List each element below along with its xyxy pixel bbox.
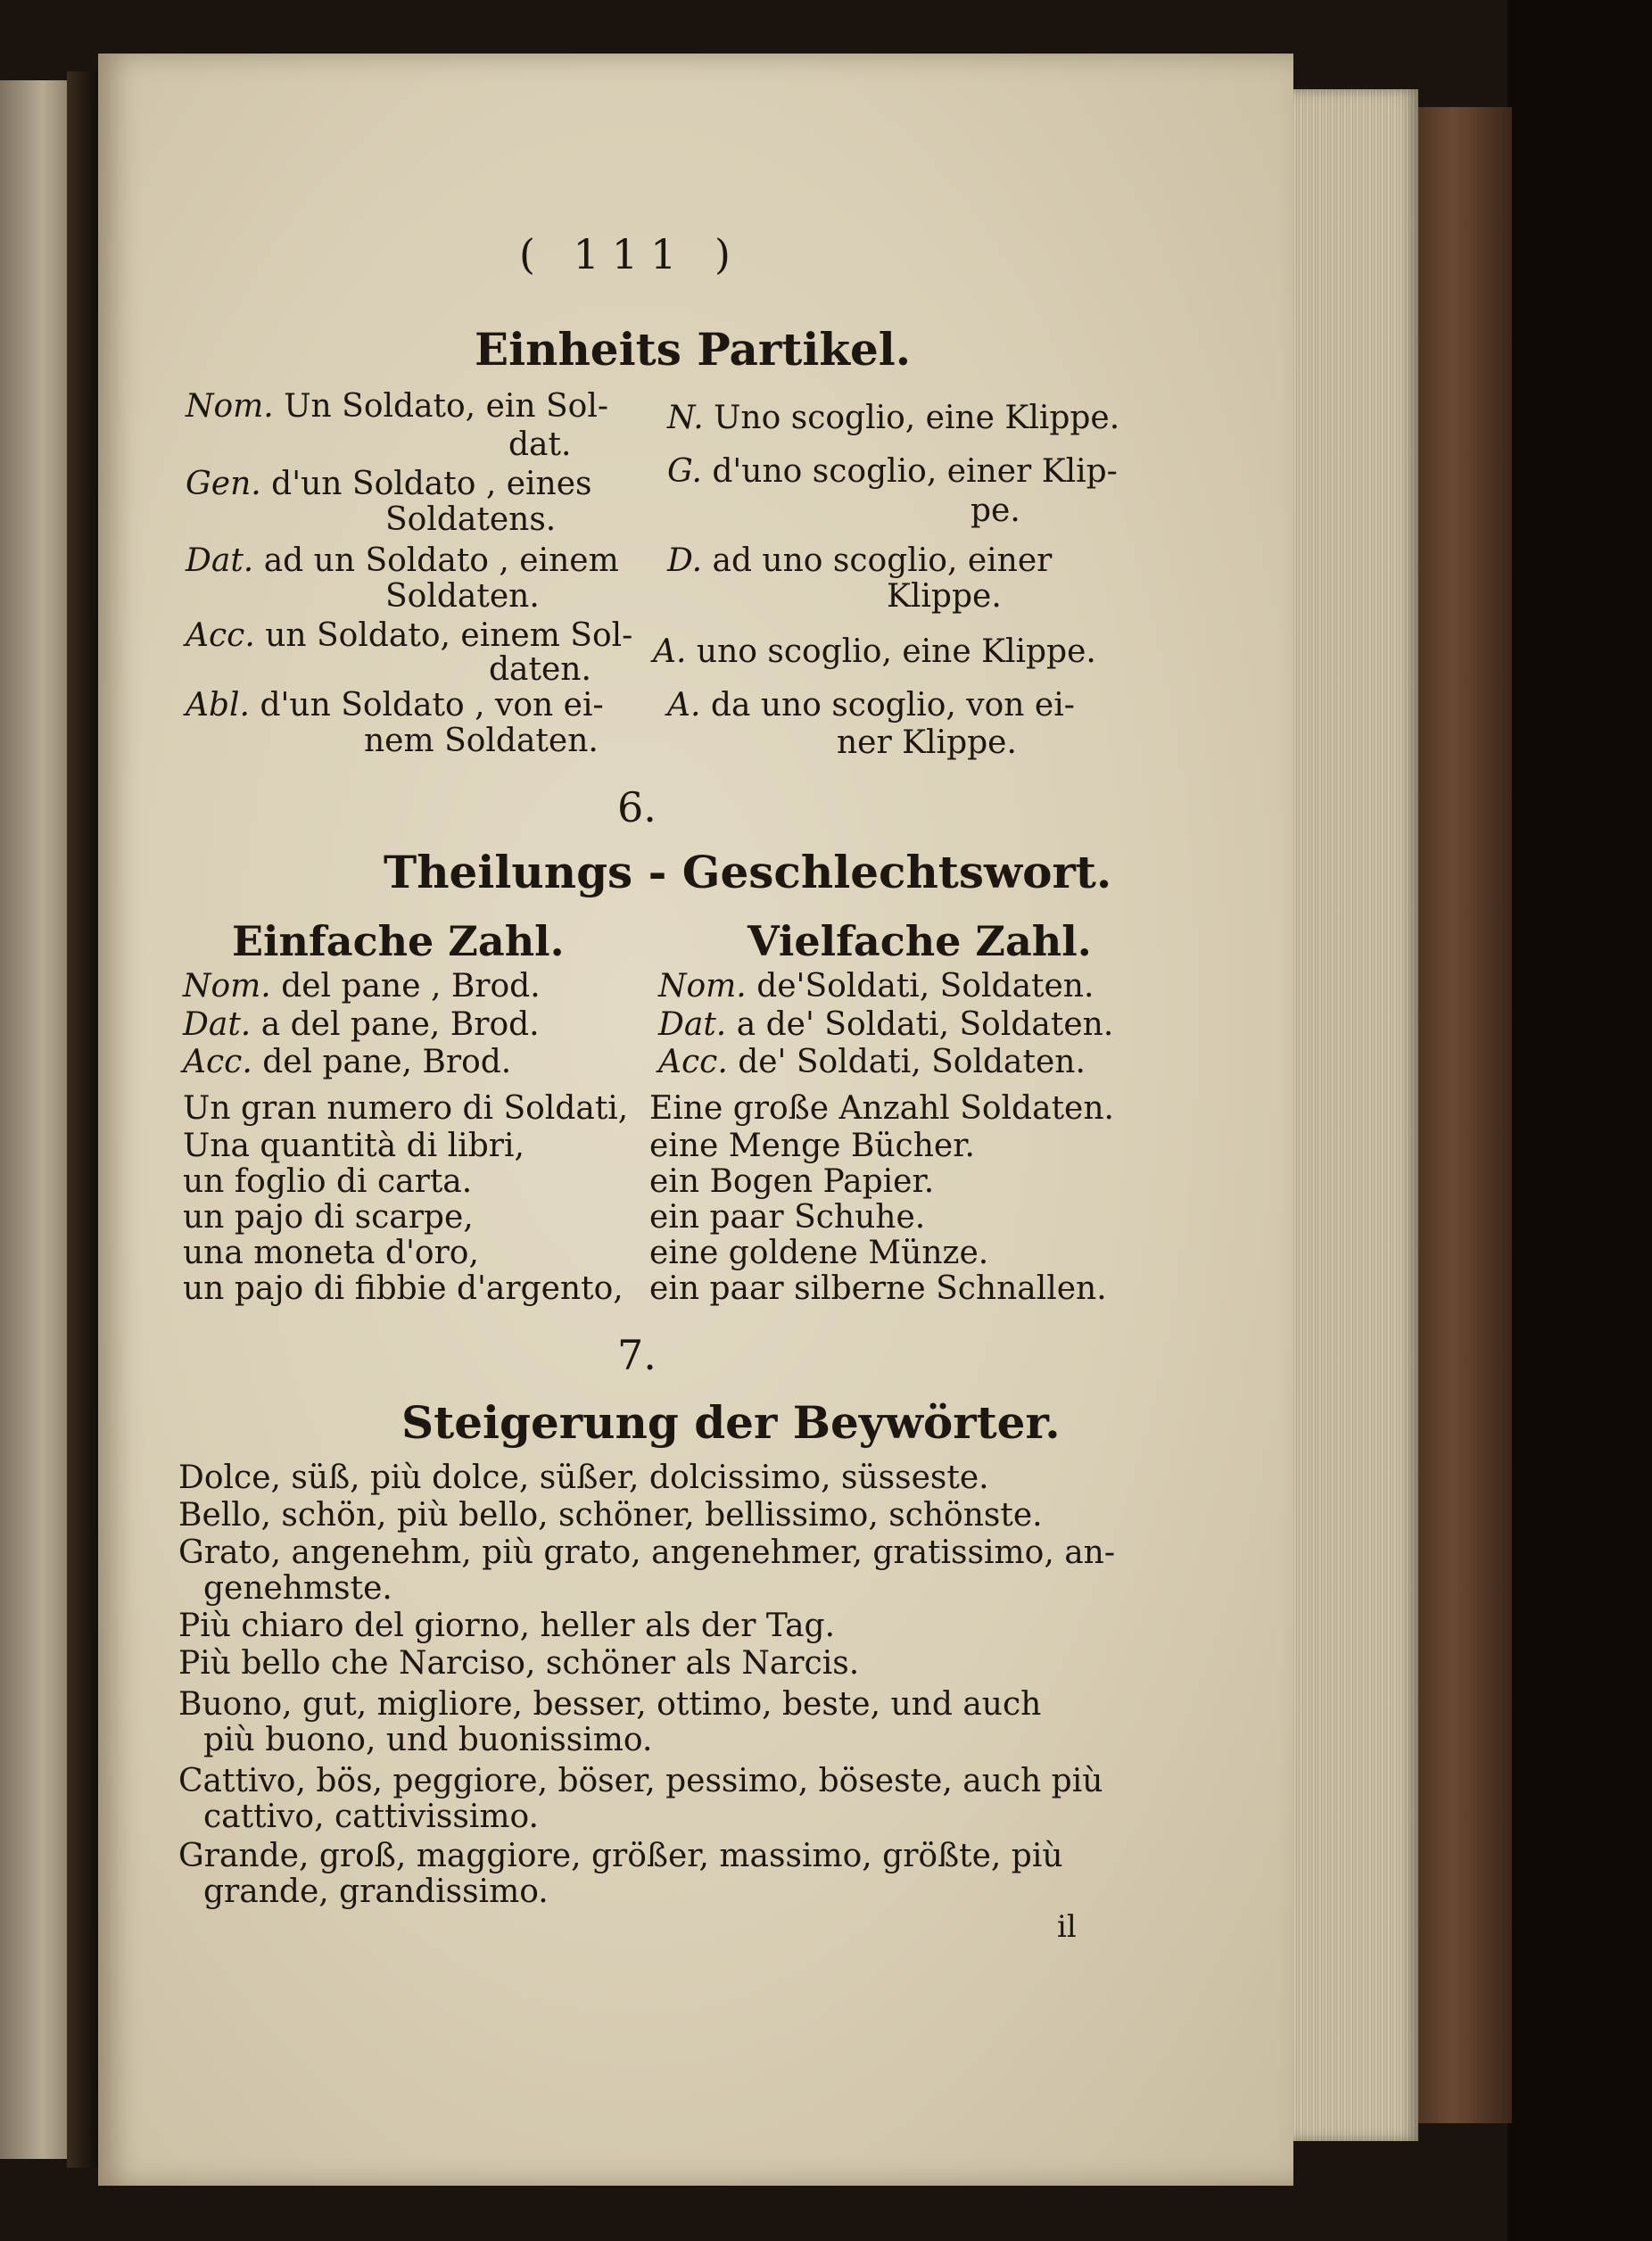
case-abbreviation: Nom. bbox=[183, 968, 271, 1005]
text-line: N. Uno scoglio, eine Klippe. bbox=[667, 400, 1120, 436]
case-abbreviation: Dat. bbox=[658, 1006, 727, 1043]
text-line: A. da uno scoglio, von ei- bbox=[667, 687, 1075, 724]
list-item: Grande, groß, maggiore, größer, massimo, größte, più bbox=[178, 1838, 1063, 1874]
text-line: Acc. un Soldato, einem Sol- bbox=[186, 617, 633, 654]
list-item: Più chiaro del giorno, heller als der Tag. bbox=[178, 1608, 836, 1644]
text-line: dat. bbox=[508, 426, 572, 463]
table-row: Dat. a del pane, Brod. bbox=[183, 1006, 540, 1043]
case-abbreviation: Nom. bbox=[658, 968, 747, 1005]
list-item: Bello, schön, più bello, schöner, bellissimo, schönste. bbox=[178, 1497, 1043, 1534]
table-row: Acc. del pane, Brod. bbox=[183, 1044, 512, 1080]
list-item: grande, grandissimo. bbox=[203, 1873, 549, 1910]
table-row: Dat. a de' Soldati, Soldaten. bbox=[658, 1006, 1114, 1043]
text-line: nem Soldaten. bbox=[364, 723, 599, 759]
subheading-singular: Einfache Zahl. bbox=[232, 917, 565, 965]
table-row: Acc. de' Soldati, Soldaten. bbox=[658, 1044, 1086, 1080]
book-cover-edge bbox=[1414, 107, 1512, 2123]
list-item: un pajo di fibbie d'argento, bbox=[183, 1270, 624, 1307]
page-number: ( 111 ) bbox=[519, 230, 743, 278]
list-item: Più bello che Narciso, schöner als Narcis. bbox=[178, 1645, 860, 1682]
text-line: pe. bbox=[971, 492, 1020, 529]
text-line: D. ad uno scoglio, einer bbox=[667, 542, 1053, 579]
case-abbreviation: G. bbox=[667, 453, 702, 490]
list-item: ein paar silberne Schnallen. bbox=[649, 1270, 1107, 1307]
text-line: Klippe. bbox=[887, 578, 1002, 615]
case-abbreviation: Dat. bbox=[186, 542, 254, 579]
case-abbreviation: Acc. bbox=[186, 617, 255, 654]
list-item: più buono, und buonissimo. bbox=[203, 1722, 653, 1758]
list-item: Grato, angenehm, più grato, angenehmer, gratissimo, an- bbox=[178, 1534, 1116, 1571]
list-item: Eine große Anzahl Soldaten. bbox=[649, 1090, 1114, 1127]
left-page-edge bbox=[0, 80, 71, 2159]
list-item: cattivo, cattivissimo. bbox=[203, 1799, 539, 1835]
list-item: Una quantità di libri, bbox=[183, 1128, 525, 1164]
page-edges bbox=[1284, 89, 1418, 2141]
text-line: G. d'uno scoglio, einer Klip- bbox=[667, 453, 1118, 490]
list-item: Buono, gut, migliore, besser, ottimo, beste, und auch bbox=[178, 1686, 1042, 1723]
table-row: Nom. del pane , Brod. bbox=[183, 968, 541, 1005]
list-item: ein paar Schuhe. bbox=[649, 1199, 926, 1236]
list-item: un pajo di scarpe, bbox=[183, 1199, 474, 1236]
case-abbreviation: Acc. bbox=[183, 1044, 252, 1080]
section-title: Steigerung der Beywörter. bbox=[401, 1396, 1061, 1449]
case-abbreviation: N. bbox=[667, 400, 704, 436]
case-abbreviation: Abl. bbox=[186, 687, 250, 724]
case-abbreviation: A. bbox=[653, 633, 687, 670]
subheading-plural: Vielfache Zahl. bbox=[748, 917, 1092, 965]
list-item: genehmste. bbox=[203, 1570, 392, 1607]
section-number: 7. bbox=[617, 1331, 657, 1379]
section-number: 6. bbox=[617, 783, 657, 831]
catchword: il bbox=[1057, 1909, 1077, 1945]
list-item: un foglio di carta. bbox=[183, 1163, 473, 1200]
case-abbreviation: D. bbox=[667, 542, 703, 579]
text-line: Gen. d'un Soldato , eines bbox=[186, 466, 592, 502]
text-line: daten. bbox=[489, 651, 591, 688]
text-line: Soldatens. bbox=[385, 501, 557, 538]
list-item: ein Bogen Papier. bbox=[649, 1163, 935, 1200]
table-row: Nom. de'Soldati, Soldaten. bbox=[658, 968, 1094, 1005]
section-title: Theilungs - Geschlechtswort. bbox=[384, 846, 1112, 898]
case-abbreviation: A. bbox=[667, 687, 701, 724]
case-abbreviation: Acc. bbox=[658, 1044, 728, 1080]
text-line: ner Klippe. bbox=[837, 724, 1017, 761]
text-line: A. uno scoglio, eine Klippe. bbox=[653, 633, 1096, 670]
background-dark bbox=[1507, 0, 1652, 2241]
list-item: Cattivo, bös, peggiore, böser, pessimo, böseste, auch più bbox=[178, 1763, 1103, 1799]
text-line: Nom. Un Soldato, ein Sol- bbox=[186, 388, 609, 425]
case-abbreviation: Nom. bbox=[186, 388, 274, 425]
list-item: una moneta d'oro, bbox=[183, 1235, 479, 1271]
text-line: Abl. d'un Soldato , von ei- bbox=[186, 687, 604, 724]
list-item: eine goldene Münze. bbox=[649, 1235, 989, 1271]
text-line: Soldaten. bbox=[385, 578, 540, 615]
case-abbreviation: Dat. bbox=[183, 1006, 252, 1043]
section-title: Einheits Partikel. bbox=[475, 323, 912, 376]
list-item: Dolce, süß, più dolce, süßer, dolcissimo, süsseste. bbox=[178, 1460, 989, 1496]
list-item: eine Menge Bücher. bbox=[649, 1128, 975, 1164]
text-line: Dat. ad un Soldato , einem bbox=[186, 542, 619, 579]
book-gutter bbox=[67, 71, 103, 2168]
list-item: Un gran numero di Soldati, bbox=[183, 1090, 629, 1127]
case-abbreviation: Gen. bbox=[186, 466, 261, 502]
